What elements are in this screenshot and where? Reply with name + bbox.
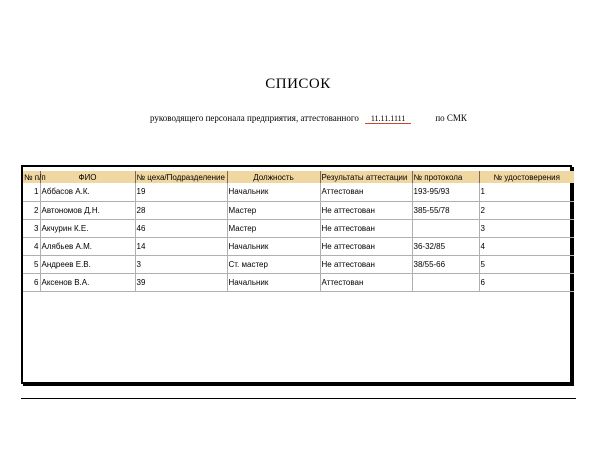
cell-position: Начальник [227,183,320,201]
table-row [23,219,574,237]
cell-department: 39 [135,273,227,291]
page-divider [21,398,576,399]
cell-result: Не аттестован [320,219,412,237]
cell-department: 3 [135,255,227,273]
cell-name: Акчурин К.Е. [40,219,135,237]
cell-protocol: 385-55/78 [412,201,479,219]
cell-position: Ст. мастер [227,255,320,273]
cell-protocol: 193-95/93 [412,183,479,201]
cell-number: 6 [23,273,40,291]
cell-certificate: 3 [479,219,574,237]
table-row [23,255,574,273]
header-position: Должность [227,171,320,183]
cell-number: 4 [23,237,40,255]
cell-certificate: 5 [479,255,574,273]
header-protocol: № протокола [412,171,479,183]
cell-protocol [412,219,479,237]
cell-number: 5 [23,255,40,273]
cell-department: 19 [135,183,227,201]
certification-date: 11.11.1111 [365,114,411,124]
header-name: ФИО [40,171,135,183]
cell-certificate: 6 [479,273,574,291]
cell-protocol: 36-32/85 [412,237,479,255]
table-header-row [23,171,574,183]
cell-protocol: 38/55-66 [412,255,479,273]
header-department: № цеха/Подразделение [135,171,227,183]
table-row [23,183,574,201]
table-row [23,273,574,291]
subtitle-text: руководящего персонала предприятия, аттестованного [150,113,359,123]
personnel-list-frame [21,165,572,384]
subtitle-suffix: по СМК [435,113,467,123]
cell-result: Аттестован [320,183,412,201]
cell-result: Аттестован [320,273,412,291]
cell-certificate: 1 [479,183,574,201]
header-certificate: № удостоверения [479,171,574,183]
table-row [23,237,574,255]
personnel-table [23,171,574,292]
cell-position: Мастер [227,201,320,219]
cell-position: Начальник [227,273,320,291]
document-title: СПИСОК [265,76,331,92]
table-row [23,201,574,219]
cell-result: Не аттестован [320,237,412,255]
cell-department: 28 [135,201,227,219]
cell-number: 2 [23,201,40,219]
cell-department: 46 [135,219,227,237]
cell-name: Аббасов А.К. [40,183,135,201]
header-result: Результаты аттестации [320,171,412,183]
cell-certificate: 4 [479,237,574,255]
cell-department: 14 [135,237,227,255]
cell-name: Аксенов В.А. [40,273,135,291]
cell-result: Не аттестован [320,255,412,273]
cell-protocol [412,273,479,291]
cell-position: Начальник [227,237,320,255]
document-subtitle [150,113,467,124]
cell-result: Не аттестован [320,201,412,219]
cell-name: Автономов Д.Н. [40,201,135,219]
header-number: № п/п [24,172,46,182]
cell-number: 1 [23,183,40,201]
cell-position: Мастер [227,219,320,237]
cell-name: Алябьев А.М. [40,237,135,255]
cell-name: Андреев Е.В. [40,255,135,273]
cell-number: 3 [23,219,40,237]
cell-certificate: 2 [479,201,574,219]
